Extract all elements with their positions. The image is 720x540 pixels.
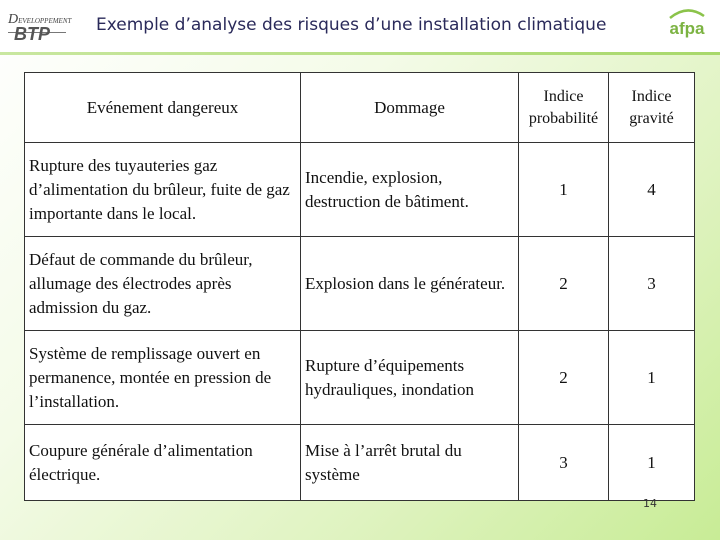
- cell-dommage: Explosion dans le générateur.: [301, 237, 519, 331]
- cell-evenement: Défaut de commande du brûleur, allumage des électrodes après admission du gaz.: [25, 237, 301, 331]
- cell-dommage: Incendie, explosion, destruction de bâtiment.: [301, 143, 519, 237]
- logo-left-main: BTP: [14, 24, 50, 44]
- column-header-evenement: Evénement dangereux: [25, 73, 301, 143]
- cell-probabilite: 2: [519, 237, 609, 331]
- cell-gravite: 1: [609, 331, 695, 425]
- column-header-dommage: Dommage: [301, 73, 519, 143]
- logo-left-subtitle: EVELOPPEMENT: [18, 17, 72, 25]
- column-header-probabilite: Indice probabilité: [519, 73, 609, 143]
- cell-gravite: 3: [609, 237, 695, 331]
- logo-left-initial: D: [8, 12, 19, 27]
- cell-evenement: Rupture des tuyauteries gaz d’alimentation du brûleur, fuite de gaz importante dans le local.: [25, 143, 301, 237]
- cell-evenement: Système de remplissage ouvert en permanence, montée en pression de l’installation.: [25, 331, 301, 425]
- table-row: [25, 237, 695, 331]
- table-row: [25, 143, 695, 237]
- table-header-row: [25, 73, 695, 143]
- column-header-gravite: Indice gravité: [609, 73, 695, 143]
- risk-analysis-table: [24, 72, 695, 501]
- cell-gravite: 1: [609, 425, 695, 501]
- cell-probabilite: 2: [519, 331, 609, 425]
- page-number: 14: [643, 497, 657, 510]
- cell-probabilite: 1: [519, 143, 609, 237]
- header: [0, 0, 720, 52]
- afpa-logo-graphic: [662, 6, 712, 40]
- table-row: [25, 425, 695, 501]
- afpa-logo-text: afpa: [669, 19, 705, 38]
- cell-gravite: 4: [609, 143, 695, 237]
- cell-probabilite: 3: [519, 425, 609, 501]
- cell-dommage: Rupture d’équipements hydrauliques, inondation: [301, 331, 519, 425]
- header-divider: [0, 52, 720, 55]
- afpa-logo: [662, 6, 712, 40]
- developpement-btp-logo: [6, 10, 72, 46]
- table-row: [25, 331, 695, 425]
- cell-dommage: Mise à l’arrêt brutal du système: [301, 425, 519, 501]
- cell-evenement: Coupure générale d’alimentation électrique.: [25, 425, 301, 501]
- page-title: Exemple d’analyse des risques d’une installation climatique: [96, 15, 607, 35]
